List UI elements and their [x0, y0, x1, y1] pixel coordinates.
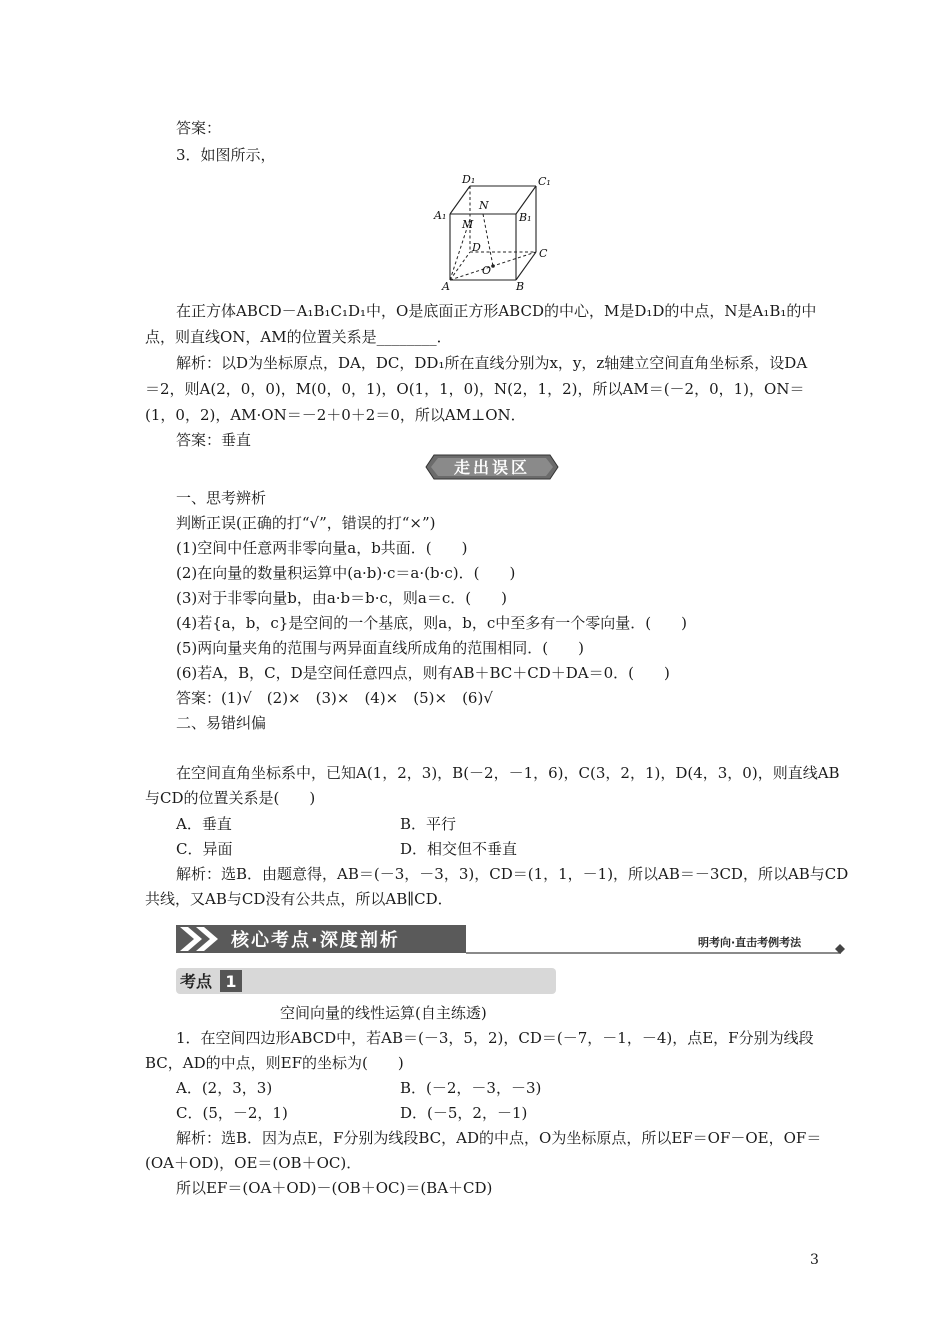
p1-solution-line2: (OA＋OD)，OE＝(OB＋OC)． — [145, 1154, 362, 1172]
option-b: B．平行 — [400, 815, 457, 833]
svg-text:核心考点·深度剖析: 核心考点·深度剖析 — [231, 930, 400, 951]
problem-1-line2: BC，AD的中点，则EF的坐标为( ) — [145, 1054, 404, 1072]
judge-answers: 答案：(1)√ (2)× (3)× (4)× (5)× (6)√ — [176, 689, 493, 707]
p1-solution-line3: 所以EF＝(OA＋OD)－(OB＋OC)＝(BA＋CD) — [176, 1179, 493, 1197]
section-banner-core — [176, 922, 850, 956]
problem-3-statement-line1: 在正方体ABCD－A₁B₁C₁D₁中，O是底面正方形ABCD的中心，M是D₁D的中点，N是A₁B₁的中 — [176, 302, 817, 320]
option-c: C．异面 — [176, 840, 233, 858]
option-a: A．垂直 — [176, 815, 232, 833]
svg-text:考点: 考点 — [180, 972, 213, 991]
label-c: C — [539, 247, 548, 260]
solution-line3: (1，0，2)，AM·ON＝－2＋0＋2＝0，所以AM⊥ON． — [145, 406, 526, 424]
p1-option-c: C．(5，－2，1) — [176, 1104, 288, 1122]
problem-3-statement-line2: 点，则直线ON，AM的位置关系是________． — [145, 328, 452, 346]
error-problem-line1: 在空间直角坐标系中，已知A(1，2，3)，B(－2，－1，6)，C(3，2，1)，D(4，3，0)，则直线AB — [176, 764, 840, 782]
p1-option-d: D．(－5，2，－1) — [400, 1104, 528, 1122]
error-solution-line1: 解析：选B．由题意得，AB＝(－3，－3，3)，CD＝(1，1，－1)，所以AB＝－3CD，所以AB与CD — [176, 865, 849, 883]
subsection-thinking: 一、思考辨析 — [176, 489, 267, 507]
cube-figure — [428, 172, 563, 290]
answer-line: 答案：垂直 — [176, 431, 252, 449]
p1-solution-line1: 解析：选B．因为点E，F分别为线段BC，AD的中点，O为坐标原点，所以EF＝OF－OE，OF＝ — [176, 1129, 822, 1147]
p1-option-b: B．(－2，－3，－3) — [400, 1079, 542, 1097]
label-b1: B₁ — [519, 211, 532, 224]
svg-text:走出误区: 走出误区 — [453, 458, 531, 477]
label-m: M — [462, 218, 474, 231]
kaodian-header — [176, 968, 556, 994]
judge-instruction: 判断正误(正确的打“√”，错误的打“×”) — [176, 514, 436, 532]
judge-item-4: (4)若{a，b，c}是空间的一个基底，则a，b，c中至多有一个零向量．( ) — [176, 614, 687, 632]
answer-label: 答案： — [176, 119, 222, 137]
label-d: D — [472, 241, 481, 254]
problem-1-line1: 1．在空间四边形ABCD中，若AB＝(－3，5，2)，CD＝(－7，－1，－4)，点E，F分别为线段 — [176, 1029, 814, 1047]
label-o: O — [482, 264, 492, 277]
judge-item-3: (3)对于非零向量b，由a·b＝b·c，则a＝c．( ) — [176, 589, 507, 607]
option-d: D．相交但不垂直 — [400, 840, 518, 858]
problem-3-intro: 3．如图所示， — [176, 146, 276, 164]
label-a1: A₁ — [434, 209, 447, 222]
svg-text:1: 1 — [225, 972, 237, 991]
error-solution-line2: 共线，又AB与CD没有公共点，所以AB∥CD． — [145, 890, 453, 908]
label-b: B — [516, 280, 525, 290]
p1-option-a: A．(2，3，3) — [176, 1079, 273, 1097]
judge-item-2: (2)在向量的数量积运算中(a·b)·c＝a·(b·c)．( ) — [176, 564, 516, 582]
subsection-errors: 二、易错纠偏 — [176, 714, 267, 732]
svg-text:明考向·直击考例考法: 明考向·直击考例考法 — [698, 936, 802, 949]
topic-title: 空间向量的线性运算(自主练透) — [280, 1004, 487, 1022]
solution-line1: 解析：以D为坐标原点，DA，DC，DD₁所在直线分别为x，y，z轴建立空间直角坐标系，设DA — [176, 354, 808, 372]
judge-item-5: (5)两向量夹角的范围与两异面直线所成角的范围相同．( ) — [176, 639, 584, 657]
label-n: N — [479, 199, 489, 212]
label-a: A — [442, 280, 450, 290]
solution-line2: ＝2，则A(2，0，0)，M(0，0，1)，O(1，1，0)，N(2，1，2)，所以AM＝(－2，0，1)，ON＝ — [145, 380, 805, 398]
judge-item-1: (1)空间中任意两非零向量a，b共面．( ) — [176, 539, 468, 557]
label-d1: D₁ — [462, 173, 476, 186]
label-c1: C₁ — [538, 175, 551, 188]
error-problem-line2: 与CD的位置关系是( ) — [145, 789, 316, 807]
page-number: 3 — [810, 1252, 819, 1268]
judge-item-6: (6)若A，B，C，D是空间任意四点，则有AB＋BC＋CD＋DA＝0．( ) — [176, 664, 670, 682]
section-banner-mistakes — [424, 453, 560, 481]
